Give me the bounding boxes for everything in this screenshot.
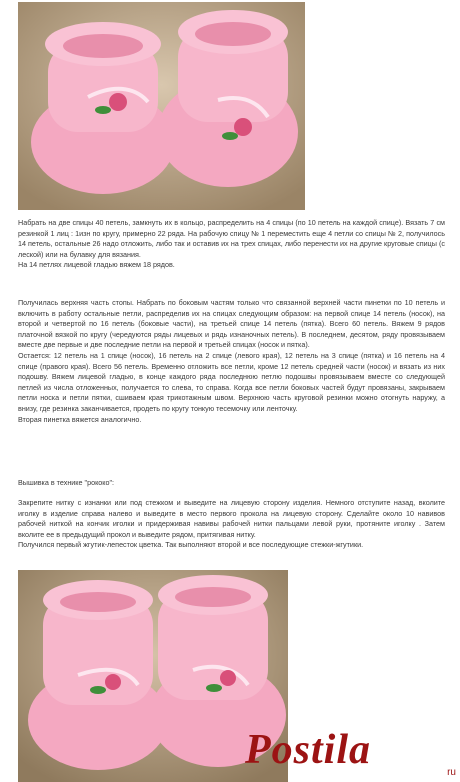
watermark-domain: ru (447, 767, 456, 778)
instructions-text: Закрепите нитку с изнанки или под стежком и выведите на лицевую сторону изделия. Немного отступите назад, вколите иголку в изделие справа налево и выведите в место первого прокола на лицевую сторону. Сделайте около 10 навивов рабочей ниткой на кончик иголки и придерживая навивы рабочей нитки пальцами левой руки, протяните иголку . Затем вколите ее в предыдущий прокол и выведите рядом, притягивая нитку. (18, 498, 445, 539)
instructions-text: Получилась верхняя часть стопы. Набрать по боковым частям только что связанной верхней части пинетки по 10 петель и включить в работу остальные петли, распределив их на спицах следующим образом: на первой спице 14 петель (носок), на второй и четвертой по 16 петель (боковые части), на третьей спице 14 петель (пятка). Всего 60 петель. Вяжем 9 рядов платочной вязкой по кругу (чередуются ряды лицевых и рядь изнаночных петель). В последнем, десятом, ряду провязываем вместе две первые и две последние петли на первой и третьей спицах (носок и пятка). (18, 298, 445, 350)
section-heading: Вышивка в технике "рококо": (18, 478, 115, 487)
instructions-text: На 14 петлях лицевой гладью вяжем 18 рядов. (18, 260, 175, 270)
instructions-text: Набрать на две спицы 40 петель, замкнуть их в кольцо, распределить на 4 спицы (по 10 петель на каждой спице). Вязать 7 см резинкой 1 лиц : 1изн по кругу, примерно 22 ряда. На рабочую спицу № 1 переместить еще 4 петли со спицы № 2, получилось 14 петель, остальные 26 надо отложить, либо так и оставив их на трех спицах, либо перенести их на другие круговые спицы (с леской) или на булавку для вязания. (18, 218, 445, 259)
booties-photo-top (18, 2, 305, 210)
instructions-text: Вторая пинетка вяжется аналогично. (18, 414, 142, 424)
embroidery-paragraph (18, 498, 445, 551)
instructions-paragraph-2 (18, 298, 445, 425)
watermark-text: Postila (245, 727, 372, 773)
embroidery-heading (18, 478, 445, 489)
instructions-text: Остается: 12 петель на 1 спице (носок), 16 петель на 2 спице (левого края), 12 петель на 3 спице (пятка) и 16 петель на 4 спице (правого края). Всего 56 петель. Временно отложить все петли, кроме 12 петель средней части (носок) и вязать из них подошву. Вяжем лицевой гладью, в конце каждого ряда последнюю петлю подошвы провязываем вместе со следующей петлей из числа отложенных, получается то слева, то справа. Когда все петли боковых частей будут провязаны, закрываем петли носка и петли пятки, сшиваем края трикотажным швом. Верхнюю часть круговой резинки можно отогнуть наружу, а внизу, где резинка заканчивается, продеть по кругу тонкую тесемочку или ленточку. (18, 350, 445, 413)
postila-watermark (205, 700, 460, 780)
instructions-paragraph-1 (18, 218, 445, 271)
instructions-text: Получился первый жгутик-лепесток цветка. Так выполняют второй и все последующие стежки-жгутики. (18, 540, 364, 550)
